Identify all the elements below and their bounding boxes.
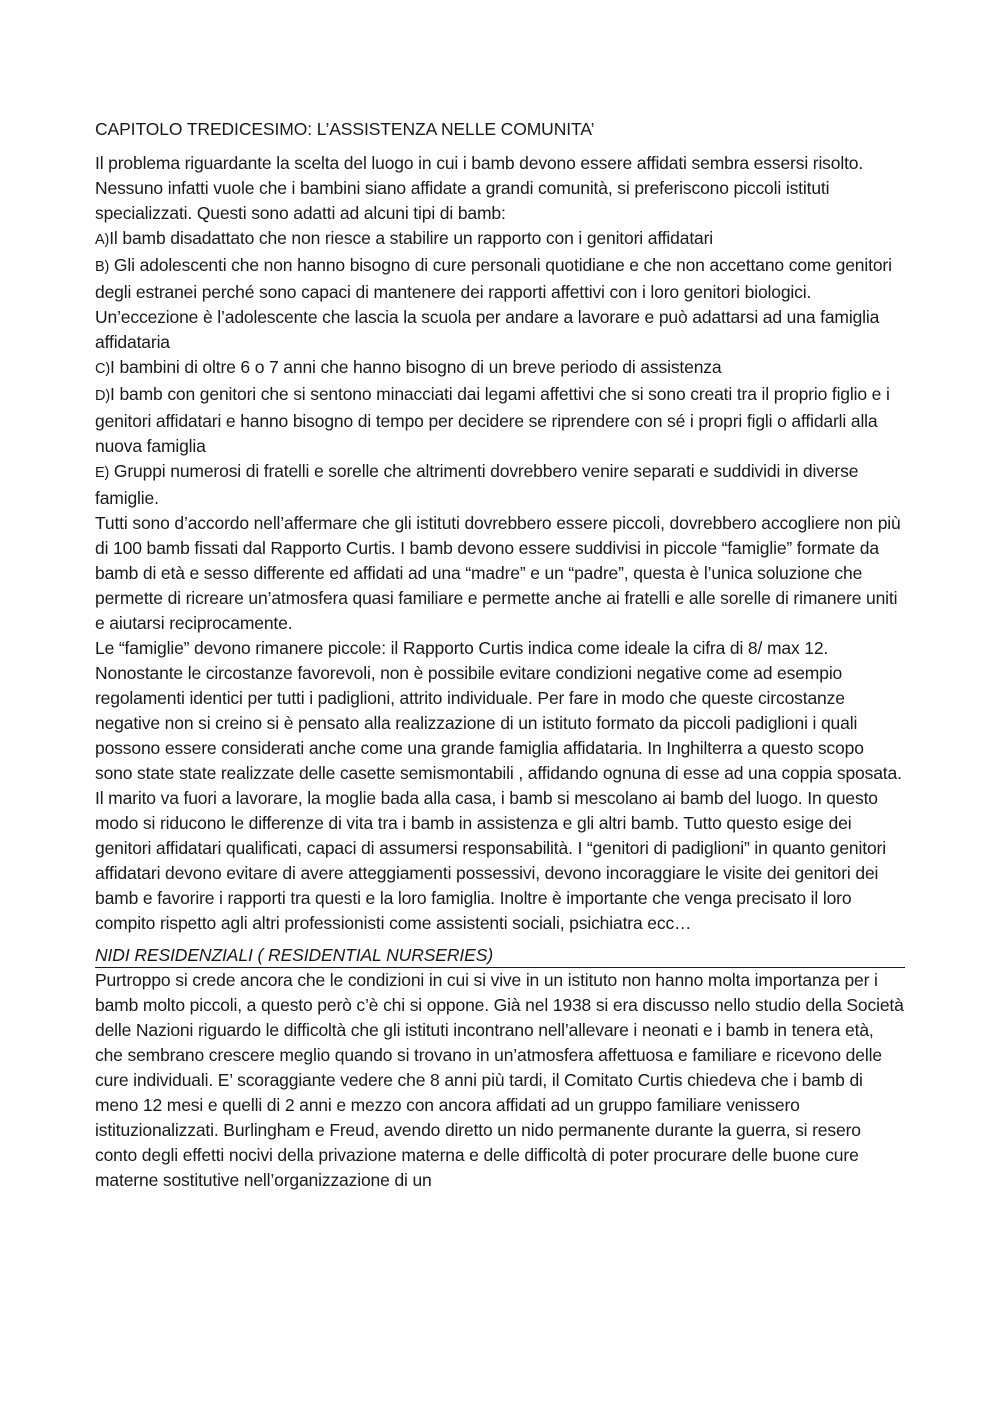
- list-item-text: Il bamb disadattato che non riesce a stabilire un rapporto con i genitori affidatari: [109, 228, 714, 248]
- paragraph-families: Le “famiglie” devono rimanere piccole: il Rapporto Curtis indica come ideale la cifra di 8/ max 12. Nonostante le circostanze favorevoli, non è possibile evitare condizioni negative come ad esempio regolamenti identici per tutti i padiglioni, attrito individuale. Per fare in modo che queste circostanze negative non si creino si è pensato alla realizzazione di un istituto formato da piccoli padiglioni i quali possono essere considerati anche come una grande famiglia affidataria. In Inghilterra a questo scopo sono state state realizzate delle casette semismontabili , affidando ognuna di esse ad una coppia sposata. Il marito va fuori a lavorare, la moglie bada alla casa, i bamb si mescolano ai bamb del luogo. In questo modo si riducono le differenze di vita tra i bamb in assistenza e gli altri bamb. Tutto questo esige dei genitori affidatari qualificati, capaci di assumersi responsabilità. I “genitori di padiglioni” in quanto genitori affidatari devono evitare di avere atteggiamenti possessivi, devono incoraggiare le visite dei genitori dei bamb e favorire i rapporti tra questi e la loro famiglia. Inoltre è importante che venga precisato il loro compito rispetto agli altri professionisti come assistenti sociali, psichiatra ecc…: [95, 638, 902, 933]
- chapter-title: CAPITOLO TREDICESIMO: L’ASSISTENZA NELLE COMUNITA’: [95, 119, 595, 139]
- list-item: [95, 355, 905, 382]
- section-heading: NIDI RESIDENZIALI ( RESIDENTIAL NURSERIES): [95, 943, 905, 968]
- list-item-text: Gli adolescenti che non hanno bisogno di cure personali quotidiane e che non accettano come genitori degli estranei perché sono capaci di mantenere dei rapporti affettivi con i loro genitori biologici. Un’eccezione è l’adolescente che lascia la scuola per andare a lavorare e può adattarsi ad una famiglia affidataria: [95, 255, 892, 352]
- list-item: [95, 253, 905, 355]
- paragraph-nurseries: Purtroppo si crede ancora che le condizioni in cui si vive in un istituto non hanno molta importanza per i bamb molto piccoli, a questo però c’è chi si oppone. Già nel 1938 si era discusso nello studio della Società delle Nazioni riguardo le difficoltà che gli istituti incontrano nell’allevare i neonati e i bamb in tenera età, che sembrano crescere meglio quando si trovano in un’atmosfera affettuosa e familiare e ricevono delle cure individuali. E’ scoraggiante vedere che 8 anni più tardi, il Comitato Curtis chiedeva che i bamb di meno 12 mesi e quelli di 2 anni e mezzo con ancora affidati ad un gruppo familiare venissero istituzionalizzati. Burlingham e Freud, avendo diretto un nido permanente durante la guerra, si resero conto degli effetti nocivi della privazione materna e delle difficoltà di poter procurare delle buone cure materne sostitutive nell’organizzazione di un: [95, 970, 904, 1190]
- intro-paragraph: Il problema riguardante la scelta del luogo in cui i bamb devono essere affidati sembra essersi risolto. Nessuno infatti vuole che i bambini siano affidate a grandi comunità, si preferiscono piccoli istituti specializzati. Questi sono adatti ad alcuni tipi di bamb:: [95, 153, 864, 223]
- list-item-text: I bambini di oltre 6 o 7 anni che hanno bisogno di un breve periodo di assistenza: [110, 357, 722, 377]
- list-item: [95, 459, 905, 511]
- list-marker: D): [95, 388, 111, 404]
- list-item: [95, 382, 905, 459]
- list-item: [95, 226, 905, 253]
- list-item-text: I bamb con genitori che si sentono minacciati dai legami affettivi che si sono creati tra il proprio figlio e i genitori affidatari e hanno bisogno di tempo per decidere se riprendere con sé i propri figli o affidarli alla nuova famiglia: [95, 384, 890, 456]
- list-marker: E): [95, 465, 110, 481]
- list-marker: C): [95, 361, 111, 377]
- list-item-text: Gruppi numerosi di fratelli e sorelle che altrimenti dovrebbero venire separati e suddividi in diverse famiglie.: [95, 461, 859, 508]
- child-types-list: [95, 226, 905, 511]
- list-marker: A): [95, 232, 110, 248]
- paragraph-institutes: Tutti sono d’accordo nell’affermare che gli istituti dovrebbero essere piccoli, dovrebbero accogliere non più di 100 bamb fissati dal Rapporto Curtis. I bamb devono essere suddivisi in piccole “famiglie” formate da bamb di età e sesso differente ed affidati ad una “madre” e un “padre”, questa è l’unica soluzione che permette di ricreare un’atmosfera quasi familiare e permette anche ai fratelli e alle sorelle di rimanere uniti e aiutarsi reciprocamente.: [95, 513, 901, 633]
- document-body: [95, 117, 905, 1193]
- list-marker: B): [95, 259, 110, 275]
